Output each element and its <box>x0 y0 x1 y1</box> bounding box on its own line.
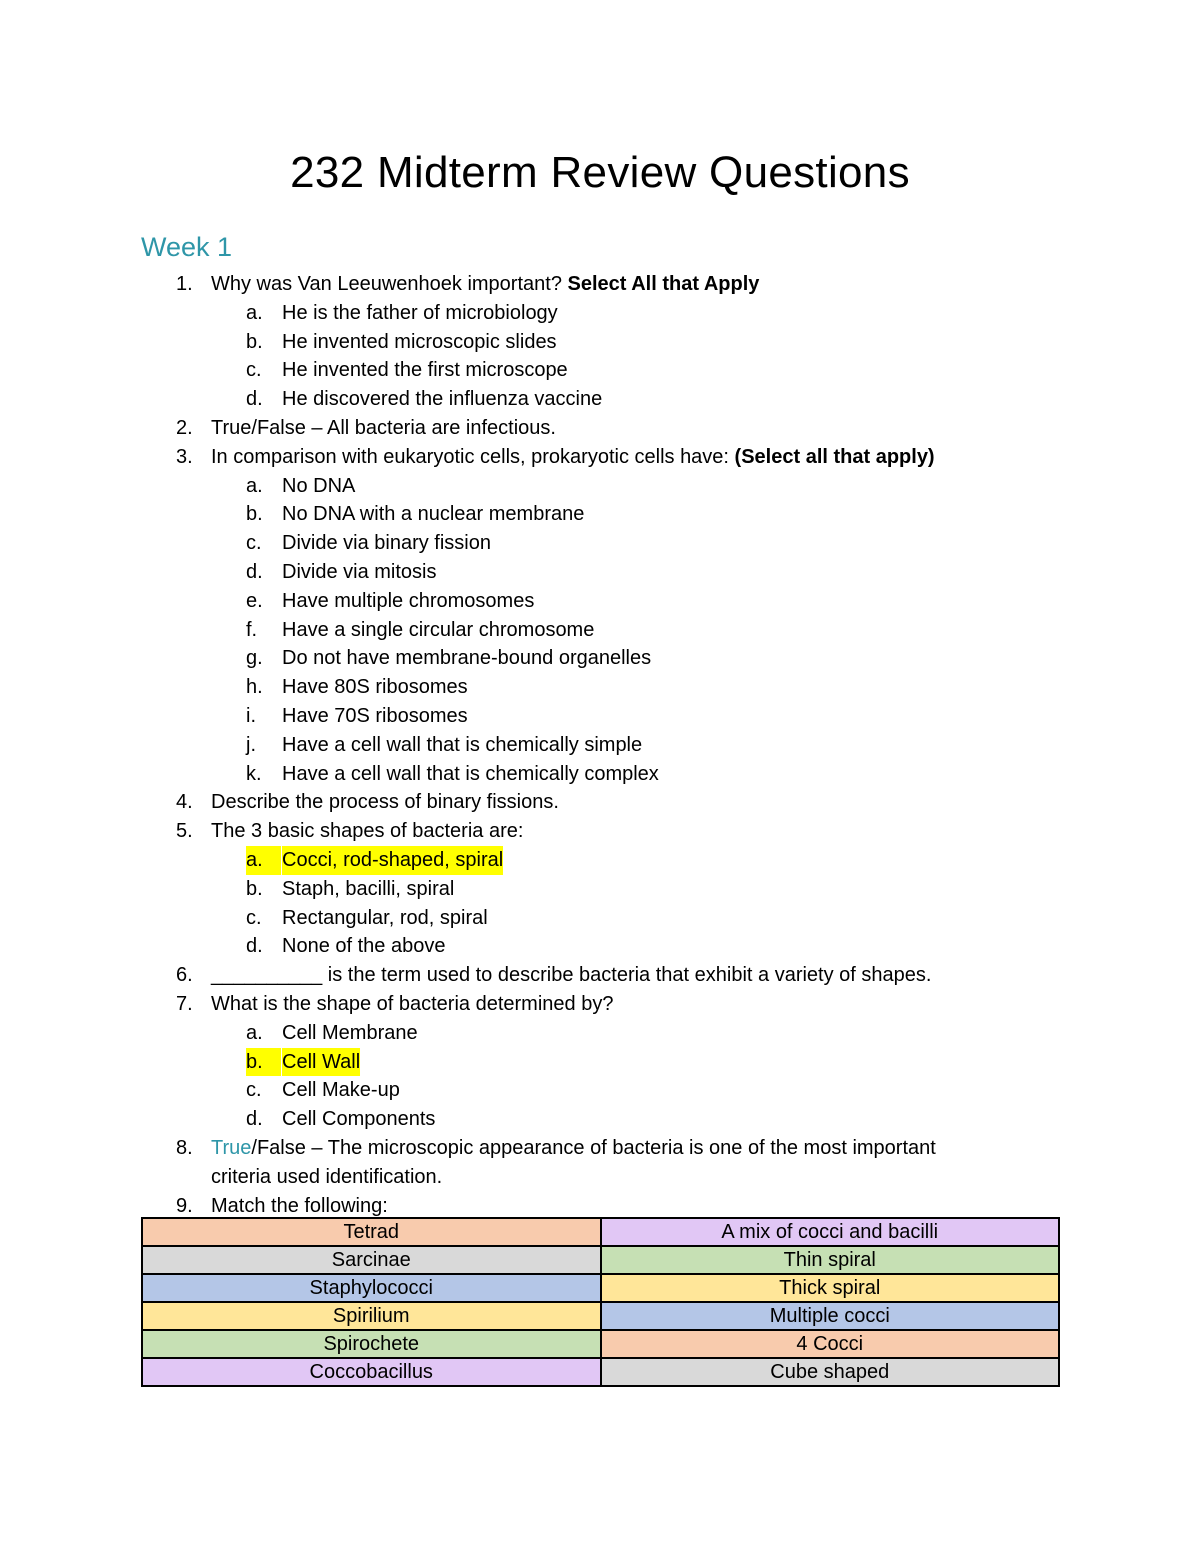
answer-option <box>0 356 1200 385</box>
question-text: True/False – The microscopic appearance of bacteria is one of the most important <box>211 1136 936 1159</box>
question-number: 7. <box>176 992 193 1015</box>
answer-option <box>0 385 1200 414</box>
option-text: Do not have membrane-bound organelles <box>282 647 652 670</box>
question-item <box>0 414 1200 443</box>
answer-option <box>0 616 1200 645</box>
match-term-cell: Sarcinae <box>142 1246 601 1274</box>
option-letter: a. <box>246 474 263 497</box>
answer-option <box>0 328 1200 357</box>
question-instruction: Select All that Apply <box>567 273 760 295</box>
answer-option <box>0 299 1200 328</box>
question-number: 2. <box>176 416 193 439</box>
section-heading-week-1: Week 1 <box>141 232 233 262</box>
option-text: Staph, bacilli, spiral <box>282 877 455 900</box>
question-number: 4. <box>176 791 193 814</box>
option-text: No DNA with a nuclear membrane <box>282 503 585 526</box>
question-text-line: criteria used identification. <box>211 1165 443 1188</box>
question-number: 5. <box>176 820 193 843</box>
option-text: Rectangular, rod, spiral <box>282 906 488 929</box>
option-text: Cell Wall <box>282 1048 360 1077</box>
answer-option <box>0 731 1200 760</box>
match-row <box>142 1246 1059 1274</box>
answer-option <box>0 529 1200 558</box>
answer-option <box>0 875 1200 904</box>
option-letter: b. <box>246 330 263 353</box>
match-term-cell: Staphylococci <box>142 1274 601 1302</box>
match-term-cell: Spirochete <box>142 1330 601 1358</box>
question-text: True/False – All bacteria are infectious. <box>211 416 556 439</box>
match-definition-cell: Multiple cocci <box>601 1302 1060 1330</box>
question-item <box>0 961 1200 990</box>
match-row <box>142 1274 1059 1302</box>
option-text: Divide via binary fission <box>282 532 491 555</box>
answer-option <box>0 472 1200 501</box>
answer-option <box>0 1076 1200 1105</box>
match-term-cell: Tetrad <box>142 1218 601 1246</box>
question-item <box>0 1134 1200 1163</box>
question-text: What is the shape of bacteria determined by? <box>211 992 614 1015</box>
question-list <box>0 270 1200 1220</box>
true-answer-mark: True <box>211 1136 252 1159</box>
option-text: Have multiple chromosomes <box>282 589 535 612</box>
match-term-cell: Spirilium <box>142 1302 601 1330</box>
question-item <box>0 1192 1200 1221</box>
match-definition-cell: Thin spiral <box>601 1246 1060 1274</box>
option-letter: b. <box>246 503 263 526</box>
option-text: Have 70S ribosomes <box>282 704 468 727</box>
answer-option <box>0 587 1200 616</box>
option-text: Cell Membrane <box>282 1021 418 1044</box>
option-letter: d. <box>246 935 263 958</box>
option-letter: b. <box>246 1048 281 1077</box>
match-row <box>142 1302 1059 1330</box>
option-letter: c. <box>246 1079 262 1102</box>
question-text: __________ is the term used to describe bacteria that exhibit a variety of shapes. <box>211 964 932 987</box>
match-definition-cell: A mix of cocci and bacilli <box>601 1218 1060 1246</box>
question-text-continuation <box>0 1163 1200 1192</box>
question-item <box>0 270 1200 299</box>
answer-option <box>0 558 1200 587</box>
answer-option <box>0 932 1200 961</box>
option-letter: e. <box>246 589 263 612</box>
option-text: No DNA <box>282 474 356 497</box>
match-definition-cell: Cube shaped <box>601 1358 1060 1386</box>
option-letter: h. <box>246 676 263 699</box>
option-text: Have a single circular chromosome <box>282 618 595 641</box>
question-text: Describe the process of binary fissions. <box>211 791 559 814</box>
question-item <box>0 817 1200 846</box>
option-text: None of the above <box>282 935 446 958</box>
question-item <box>0 788 1200 817</box>
option-text: Cell Components <box>282 1108 436 1131</box>
option-text: Have a cell wall that is chemically complex <box>282 762 659 785</box>
option-letter: c. <box>246 906 262 929</box>
option-text: He is the father of microbiology <box>282 301 558 324</box>
option-text: Cocci, rod-shaped, spiral <box>282 846 503 875</box>
match-term-cell: Coccobacillus <box>142 1358 601 1386</box>
page-title: 232 Midterm Review Questions <box>290 148 910 197</box>
answer-option <box>0 760 1200 789</box>
answer-option <box>0 904 1200 933</box>
option-letter: f. <box>246 618 258 641</box>
option-letter: c. <box>246 359 262 382</box>
match-table <box>141 1217 1060 1387</box>
question-number: 8. <box>176 1136 193 1159</box>
option-letter: b. <box>246 877 263 900</box>
option-text: Have 80S ribosomes <box>282 676 468 699</box>
option-letter: j. <box>246 733 256 756</box>
option-letter: g. <box>246 647 263 670</box>
option-letter: d. <box>246 388 263 411</box>
option-text: Have a cell wall that is chemically simple <box>282 733 643 756</box>
question-text: The 3 basic shapes of bacteria are: <box>211 820 524 843</box>
answer-option <box>0 1019 1200 1048</box>
option-text: He discovered the influenza vaccine <box>282 388 603 411</box>
question-number: 3. <box>176 445 193 468</box>
question-item <box>0 990 1200 1019</box>
answer-option-highlighted <box>0 1048 1200 1077</box>
question-number: 1. <box>176 273 193 295</box>
question-text: In comparison with eukaryotic cells, prokaryotic cells have: (Select all that apply) <box>211 445 935 468</box>
match-definition-cell: Thick spiral <box>601 1274 1060 1302</box>
option-letter: k. <box>246 762 262 785</box>
match-definition-cell: 4 Cocci <box>601 1330 1060 1358</box>
question-item <box>0 443 1200 472</box>
question-text: Why was Van Leeuwenhoek important? Select All that Apply <box>211 273 760 295</box>
match-row <box>142 1358 1059 1386</box>
question-number: 9. <box>176 1194 193 1217</box>
option-letter: a. <box>246 301 263 324</box>
match-row <box>142 1330 1059 1358</box>
option-letter: a. <box>246 846 281 875</box>
option-text: He invented microscopic slides <box>282 330 557 353</box>
option-letter: c. <box>246 532 262 555</box>
option-letter: a. <box>246 1021 263 1044</box>
option-letter: d. <box>246 1108 263 1131</box>
answer-option <box>0 1105 1200 1134</box>
answer-option <box>0 500 1200 529</box>
question-instruction: (Select all that apply) <box>734 445 935 468</box>
match-row <box>142 1218 1059 1246</box>
option-text: He invented the first microscope <box>282 359 568 382</box>
option-text: Divide via mitosis <box>282 560 437 583</box>
option-text: Cell Make-up <box>282 1079 400 1102</box>
answer-option <box>0 644 1200 673</box>
answer-option <box>0 673 1200 702</box>
option-letter: d. <box>246 560 263 583</box>
answer-option <box>0 702 1200 731</box>
question-number: 6. <box>176 964 193 987</box>
question-text: Match the following: <box>211 1194 388 1217</box>
answer-option-highlighted <box>0 846 1200 875</box>
option-letter: i. <box>246 704 256 727</box>
